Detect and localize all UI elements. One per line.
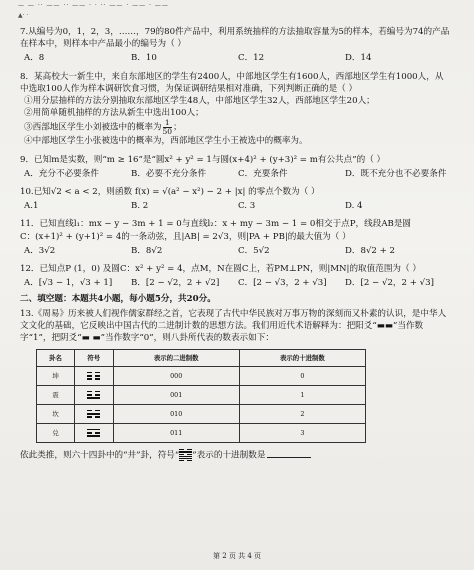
bagua-table <box>36 349 366 443</box>
trigram-symbol <box>75 367 114 386</box>
q8-item-3: ③西部地区学生小刘被选中的概率为 $\frac{1}{50}$ ； <box>24 118 182 136</box>
q8-fraction-1 <box>163 119 173 135</box>
bagua-col-symbol: 符号 <box>75 350 114 367</box>
q11-option-b: B．8√2 <box>131 245 163 256</box>
q10-option-d: D. 4 <box>345 201 363 212</box>
question-8-stem: 8．某高校大一新生中，来自东部地区的学生有2400人，中部地区学生有1600人，西部地区学生有1000人，从中选取100人作为样本调研饮食习惯，为保证调研结果相对准确，下列判断正确的是（ ） <box>20 71 444 94</box>
q13-tail-text-2: ”表示的十进制数是 <box>192 450 266 461</box>
binary-value: 010 <box>113 405 239 424</box>
q12-option-a: A．[√3 − 1，√3 + 1] <box>24 278 113 289</box>
question-9 <box>20 154 452 180</box>
page-header-mark: ▲· · <box>18 12 29 19</box>
question-7 <box>20 26 452 65</box>
question-8 <box>20 71 452 148</box>
q12-option-c: C．[2 − √3，2 + √3] <box>238 278 327 289</box>
table-row <box>37 367 366 386</box>
question-11-stem-1: 11．已知直线l₁：mx − y − 3m + 1 = 0与直线l₂：x + my − 3m − 1 = 0相交于点P，线段AB是圆 <box>20 219 412 230</box>
bagua-table-header-row <box>37 350 366 367</box>
trigram-name: 坤 <box>37 367 75 386</box>
decimal-value: 2 <box>239 405 365 424</box>
q9-option-c: C．充要条件 <box>238 168 288 179</box>
jing-hexagram-icon <box>179 449 192 461</box>
question-11-stem-2: C：(x+1)² + (y+1)² = 4的一条动弦，且|AB| = 2√3，则|PA + PB|的最大值为（ ） <box>20 231 351 242</box>
q12-option-d: D．[2 − √2，2 + √3] <box>345 278 434 289</box>
question-11 <box>20 218 452 257</box>
q11-option-a: A．3√2 <box>24 245 56 256</box>
q8-item-2: ②用简单随机抽样的方法从新生中选出100人； <box>24 108 204 119</box>
q8-item-4: ④中部地区学生小张被选中的概率为，西部地区学生小王被选中的概率为。 <box>24 136 308 147</box>
trigram-name: 震 <box>37 386 75 405</box>
trigram-icon <box>87 372 100 380</box>
binary-value: 001 <box>113 386 239 405</box>
q10-option-b: B. 2 <box>131 201 149 212</box>
decimal-value: 1 <box>239 386 365 405</box>
section-2-heading: 二、填空题：本题共4小题，每小题5分，共20分。 <box>20 294 216 305</box>
question-13 <box>20 308 452 462</box>
trigram-symbol <box>75 424 114 443</box>
question-12-stem: 12．已知点P (1，0) 及圆C：x² + y² = 4，点M，N在圆C上，若PM⊥PN，则|MN|的取值范围为（ ） <box>20 264 421 275</box>
q10-option-c: C. 3 <box>238 201 256 212</box>
q7-option-b: B．10 <box>131 53 157 64</box>
bagua-col-decimal: 表示的十进制数 <box>239 350 365 367</box>
trigram-symbol <box>75 405 114 424</box>
question-7-stem: 7.从编号为0，1，2，3，……，79的80件产品中，利用系统抽样的方法抽取容量为5的样本，若编号为74的产品在样本中，则样本中产品最小的编号为（ ） <box>20 27 450 50</box>
trigram-name: 坎 <box>37 405 75 424</box>
q8-item-1: ①用分层抽样的方法分别抽取东部地区学生48人，中部地区学生32人，西部地区学生20人； <box>24 96 375 107</box>
table-row <box>37 405 366 424</box>
bagua-col-name: 卦名 <box>37 350 75 367</box>
table-row <box>37 386 366 405</box>
q13-tail <box>20 449 452 462</box>
q10-option-a: A.1 <box>24 201 39 212</box>
q9-option-b: B．必要不充分条件 <box>131 168 207 179</box>
q8-fraction-1-den: 50 <box>162 126 173 136</box>
q7-option-d: D．14 <box>345 53 372 64</box>
q7-option-a: A．8 <box>24 53 45 64</box>
q11-option-c: C．5√2 <box>238 245 270 256</box>
trigram-name: 兑 <box>37 424 75 443</box>
trigram-icon <box>87 391 100 399</box>
q12-option-b: B．[2 − √2，2 + √2] <box>131 278 220 289</box>
question-10 <box>20 186 452 212</box>
q13-tail-text: 依此类推，则六十四卦中的“井”卦，符号“ <box>20 450 180 461</box>
page-header-text: — — ·· —— ·· —— · · ·· —— · —— · —— <box>18 2 169 9</box>
q7-option-c: C．12 <box>238 53 265 64</box>
trigram-symbol <box>75 386 114 405</box>
page-footer: 第 2 页 共 4 页 <box>212 552 262 561</box>
q9-option-a: A．充分不必要条件 <box>24 168 99 179</box>
question-9-stem: 9．已知m是实数，则“m ≥ 16”是“圆x² + y² = 1与圆(x+4)² + (y+3)² = m有公共点”的（ ） <box>20 154 386 165</box>
trigram-icon <box>87 410 100 418</box>
q9-option-d: D．既不充分也不必要条件 <box>345 168 447 179</box>
question-10-stem: 10.已知√2 < a < 2，则函数 f(x) = √(a² − x²) − 2 + |x| 的零点个数为（ ） <box>20 187 320 198</box>
q13-answer-blank[interactable] <box>267 457 311 458</box>
question-12 <box>20 263 452 289</box>
question-13-stem: 13.《周易》历来被人们视作儒家群经之首，它表现了古代中华民族对万事万物的深刻而又朴素的认识，是中华人文文化的基础，它反映出中国古代的二进制计数的思想方法。我们用近代术语解释为：把阳爻“▬▬”当作数字“1”，把阴爻“▬ ▬”当作数字“0”，则八卦所代表的数表示如下： <box>20 308 447 344</box>
bagua-col-binary: 表示的二进制数 <box>113 350 239 367</box>
binary-value: 011 <box>113 424 239 443</box>
decimal-value: 3 <box>239 424 365 443</box>
trigram-icon <box>87 429 100 437</box>
table-row <box>37 424 366 443</box>
q11-option-d: D．8√2 + 2 <box>345 245 396 256</box>
q8-fraction-1-num: 1 <box>163 119 173 128</box>
q8-item-3-text: ③西部地区学生小刘被选中的概率为 <box>24 122 162 133</box>
decimal-value: 0 <box>239 367 365 386</box>
binary-value: 000 <box>113 367 239 386</box>
